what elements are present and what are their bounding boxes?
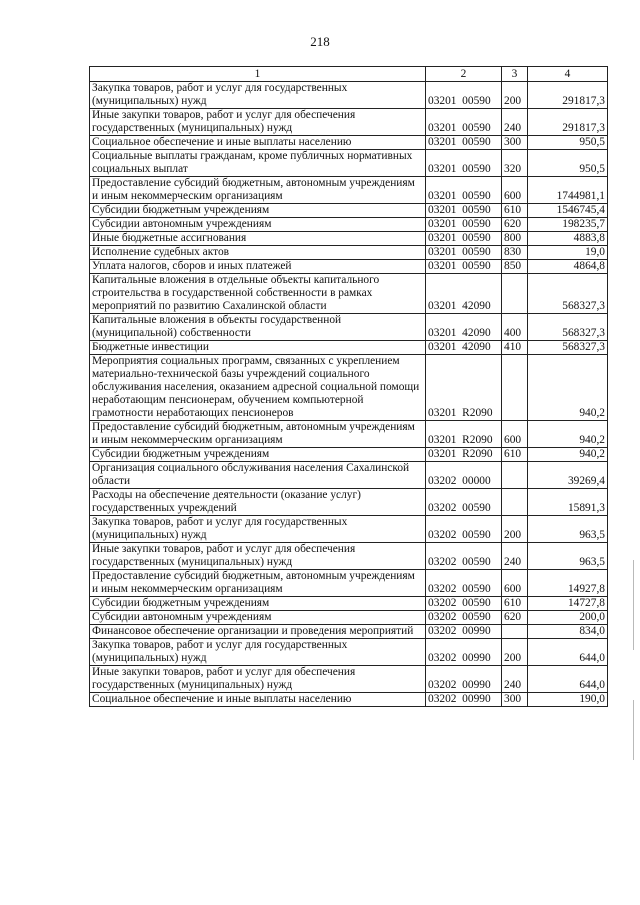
row-name: Бюджетные инвестиции xyxy=(90,341,426,355)
row-name: Субсидии автономным учреждениям xyxy=(90,218,426,232)
row-amount: 291817,3 xyxy=(528,109,608,136)
row-name: Предоставление субсидий бюджетным, автономным учреждениям и иным некоммерческим организациям xyxy=(90,421,426,448)
row-amount: 14727,8 xyxy=(528,597,608,611)
row-name: Уплата налогов, сборов и иных платежей xyxy=(90,260,426,274)
row-type: 610 xyxy=(502,448,528,462)
row-name: Субсидии автономным учреждениям xyxy=(90,611,426,625)
row-name: Иные закупки товаров, работ и услуг для обеспечения государственных (муниципальных) нужд xyxy=(90,666,426,693)
row-code: 03201 R2090 xyxy=(426,355,502,421)
table-row xyxy=(90,448,608,462)
row-name: Расходы на обеспечение деятельности (оказание услуг) государственных учреждений xyxy=(90,489,426,516)
row-name: Закупка товаров, работ и услуг для государственных (муниципальных) нужд xyxy=(90,639,426,666)
row-type: 850 xyxy=(502,260,528,274)
row-code: 03201 42090 xyxy=(426,314,502,341)
table-row xyxy=(90,489,608,516)
row-name: Субсидии бюджетным учреждениям xyxy=(90,597,426,611)
row-code: 03202 00990 xyxy=(426,625,502,639)
row-name: Субсидии бюджетным учреждениям xyxy=(90,448,426,462)
row-code: 03202 00590 xyxy=(426,597,502,611)
row-code: 03201 00590 xyxy=(426,204,502,218)
row-type: 200 xyxy=(502,516,528,543)
scan-mark xyxy=(633,560,634,650)
table-row xyxy=(90,204,608,218)
row-code: 03201 00590 xyxy=(426,109,502,136)
row-code: 03201 R2090 xyxy=(426,421,502,448)
row-amount: 940,2 xyxy=(528,421,608,448)
row-amount: 200,0 xyxy=(528,611,608,625)
row-amount: 950,5 xyxy=(528,150,608,177)
row-amount: 291817,3 xyxy=(528,82,608,109)
row-amount: 190,0 xyxy=(528,693,608,707)
header-col-2: 2 xyxy=(426,67,502,82)
row-type: 300 xyxy=(502,693,528,707)
row-type xyxy=(502,489,528,516)
row-code: 03201 42090 xyxy=(426,274,502,314)
row-name: Закупка товаров, работ и услуг для государственных (муниципальных) нужд xyxy=(90,82,426,109)
row-code: 03201 42090 xyxy=(426,341,502,355)
row-type: 610 xyxy=(502,204,528,218)
row-type: 240 xyxy=(502,666,528,693)
row-name: Социальное обеспечение и иные выплаты населению xyxy=(90,136,426,150)
row-type: 320 xyxy=(502,150,528,177)
row-name: Социальные выплаты гражданам, кроме публичных нормативных социальных выплат xyxy=(90,150,426,177)
table-row xyxy=(90,570,608,597)
table-row xyxy=(90,218,608,232)
row-amount: 940,2 xyxy=(528,355,608,421)
table-row xyxy=(90,246,608,260)
row-type: 620 xyxy=(502,218,528,232)
row-name: Закупка товаров, работ и услуг для государственных (муниципальных) нужд xyxy=(90,516,426,543)
table-row xyxy=(90,543,608,570)
row-amount: 1744981,1 xyxy=(528,177,608,204)
row-type: 410 xyxy=(502,341,528,355)
row-name: Иные закупки товаров, работ и услуг для обеспечения государственных (муниципальных) нужд xyxy=(90,109,426,136)
row-amount: 39269,4 xyxy=(528,462,608,489)
row-name: Иные бюджетные ассигнования xyxy=(90,232,426,246)
table-row xyxy=(90,462,608,489)
row-code: 03201 00590 xyxy=(426,232,502,246)
table-row xyxy=(90,260,608,274)
row-type: 200 xyxy=(502,639,528,666)
row-name: Капитальные вложения в отдельные объекты капитального строительства в государственной собственности в рамках мероприятий по развитию Сахалинской области xyxy=(90,274,426,314)
row-code: 03201 00590 xyxy=(426,136,502,150)
row-amount: 14927,8 xyxy=(528,570,608,597)
row-amount: 950,5 xyxy=(528,136,608,150)
row-name: Мероприятия социальных программ, связанных с укреплением материально-технической базы учреждений социального обслуживания населения, оказанием адресной социальной помощи неработающим пенсионерам, обучением компьютерной грамотности неработающих пенсионеров xyxy=(90,355,426,421)
table-row xyxy=(90,232,608,246)
row-amount: 19,0 xyxy=(528,246,608,260)
table-row xyxy=(90,109,608,136)
table-row xyxy=(90,341,608,355)
row-type: 600 xyxy=(502,421,528,448)
table-row xyxy=(90,421,608,448)
row-amount: 963,5 xyxy=(528,516,608,543)
table-row xyxy=(90,666,608,693)
row-name: Социальное обеспечение и иные выплаты населению xyxy=(90,693,426,707)
row-amount: 15891,3 xyxy=(528,489,608,516)
table-row xyxy=(90,136,608,150)
scan-mark xyxy=(633,700,634,760)
row-type: 300 xyxy=(502,136,528,150)
row-amount: 940,2 xyxy=(528,448,608,462)
row-type xyxy=(502,625,528,639)
row-type: 600 xyxy=(502,570,528,597)
row-type: 240 xyxy=(502,543,528,570)
row-amount: 644,0 xyxy=(528,666,608,693)
header-col-3: 3 xyxy=(502,67,528,82)
table-row xyxy=(90,611,608,625)
row-code: 03201 00590 xyxy=(426,218,502,232)
row-name: Иные закупки товаров, работ и услуг для обеспечения государственных (муниципальных) нужд xyxy=(90,543,426,570)
row-code: 03201 R2090 xyxy=(426,448,502,462)
table-row xyxy=(90,693,608,707)
header-row xyxy=(90,67,608,82)
row-code: 03201 00590 xyxy=(426,82,502,109)
row-type: 240 xyxy=(502,109,528,136)
header-col-4: 4 xyxy=(528,67,608,82)
row-amount: 834,0 xyxy=(528,625,608,639)
row-amount: 644,0 xyxy=(528,639,608,666)
table-row xyxy=(90,274,608,314)
row-code: 03202 00590 xyxy=(426,543,502,570)
row-code: 03201 00590 xyxy=(426,177,502,204)
row-type xyxy=(502,462,528,489)
row-name: Организация социального обслуживания населения Сахалинской области xyxy=(90,462,426,489)
row-type: 830 xyxy=(502,246,528,260)
row-type: 800 xyxy=(502,232,528,246)
row-code: 03201 00590 xyxy=(426,260,502,274)
row-type: 400 xyxy=(502,314,528,341)
table-row xyxy=(90,639,608,666)
table-row xyxy=(90,625,608,639)
row-amount: 568327,3 xyxy=(528,314,608,341)
row-amount: 568327,3 xyxy=(528,341,608,355)
table-row xyxy=(90,150,608,177)
row-type xyxy=(502,355,528,421)
table-row xyxy=(90,597,608,611)
row-name: Исполнение судебных актов xyxy=(90,246,426,260)
row-code: 03202 00990 xyxy=(426,639,502,666)
page-number: 218 xyxy=(310,34,330,49)
row-code: 03202 00590 xyxy=(426,611,502,625)
row-amount: 198235,7 xyxy=(528,218,608,232)
row-code: 03202 00990 xyxy=(426,666,502,693)
row-amount: 568327,3 xyxy=(528,274,608,314)
row-amount: 4883,8 xyxy=(528,232,608,246)
table-row xyxy=(90,177,608,204)
table-row xyxy=(90,355,608,421)
row-code: 03202 00590 xyxy=(426,516,502,543)
budget-table xyxy=(89,66,608,707)
row-name: Субсидии бюджетным учреждениям xyxy=(90,204,426,218)
row-code: 03201 00590 xyxy=(426,246,502,260)
row-code: 03202 00990 xyxy=(426,693,502,707)
table-row xyxy=(90,516,608,543)
row-type xyxy=(502,274,528,314)
row-name: Предоставление субсидий бюджетным, автономным учреждениям и иным некоммерческим организациям xyxy=(90,570,426,597)
row-code: 03202 00590 xyxy=(426,570,502,597)
row-name: Капитальные вложения в объекты государственной (муниципальной) собственности xyxy=(90,314,426,341)
header-col-1: 1 xyxy=(90,67,426,82)
row-name: Предоставление субсидий бюджетным, автономным учреждениям и иным некоммерческим организациям xyxy=(90,177,426,204)
table-row xyxy=(90,314,608,341)
row-amount: 4864,8 xyxy=(528,260,608,274)
row-code: 03202 00000 xyxy=(426,462,502,489)
row-code: 03201 00590 xyxy=(426,150,502,177)
row-type: 620 xyxy=(502,611,528,625)
row-type: 200 xyxy=(502,82,528,109)
table-row xyxy=(90,82,608,109)
row-name: Финансовое обеспечение организации и проведения мероприятий xyxy=(90,625,426,639)
row-code: 03202 00590 xyxy=(426,489,502,516)
row-amount: 1546745,4 xyxy=(528,204,608,218)
row-type: 600 xyxy=(502,177,528,204)
row-amount: 963,5 xyxy=(528,543,608,570)
row-type: 610 xyxy=(502,597,528,611)
